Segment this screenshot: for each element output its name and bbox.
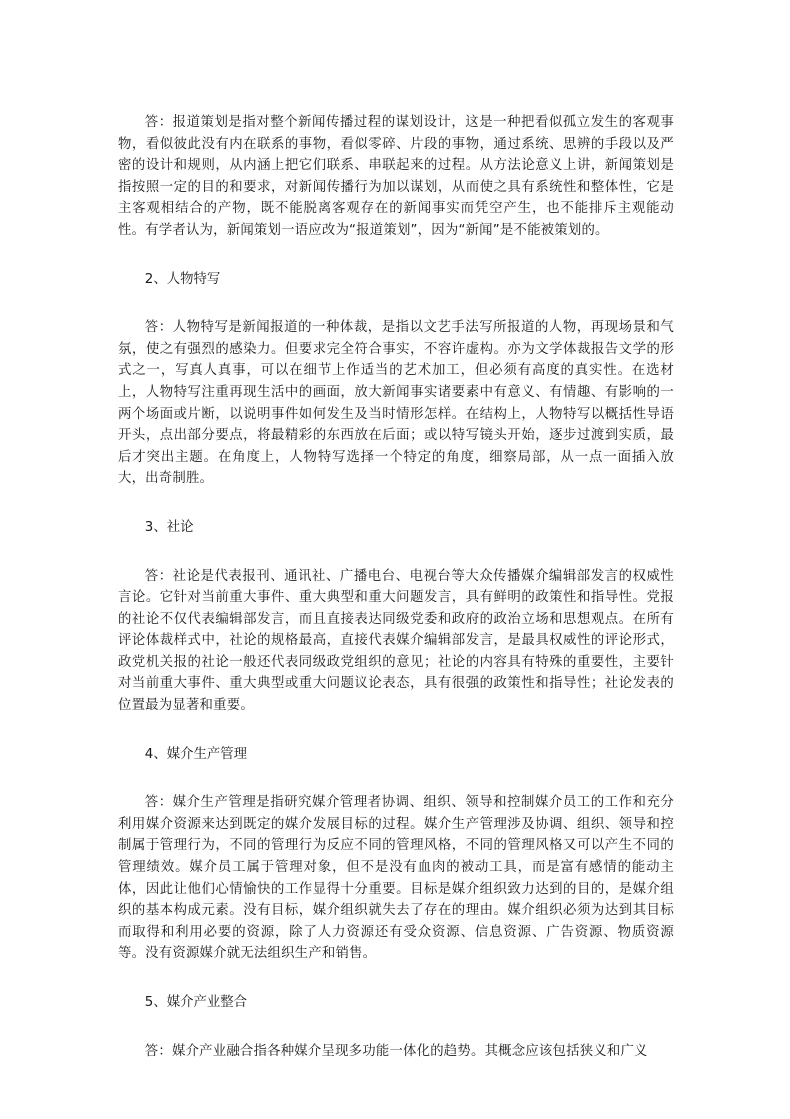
section-5-heading: 5、媒介产业整合 bbox=[144, 995, 248, 1010]
document-page bbox=[118, 112, 674, 1062]
section-3-heading: 3、社论 bbox=[144, 519, 194, 535]
section-3-body: 答：社论是代表报刊、通讯社、广播电台、电视台等大众传播媒介编辑部发言的权威性言论。它针对当前重大事件、重大典型和重大问题发言，具有鲜明的政策性和指导性。党报的社论不仅代表编辑部发言，而且直接表达同级党委和政府的政治立场和思想观点。在所有评论体裁样式中，社论的规格最高，直接代表媒介编辑部发言，是最具权威性的评论形式，政党机关报的社论一般还代表同级政党组织的意见；社论的内容具有特殊的重要性，主要针对当前重大事件、重大典型或重大问题议论表态，具有很强的政策性和指导性；社论发表的位置最为显著和重要。 bbox=[118, 568, 674, 714]
section-5-body: 答：媒介产业融合指各种媒介呈现多功能一体化的趋势。其概念应该包括狭义和广义 bbox=[144, 1043, 648, 1059]
section-2-body: 答：人物特写是新闻报道的一种体裁，是指以文艺手法写所报道的人物，再现场景和气氛，使之有强烈的感染力。但要求完全符合事实，不容许虚构。亦为文学体裁报告文学的形式之一，写真人真事，可以在细节上作适当的艺术加工，但必须有高度的真实性。在选材上，人物特写注重再现生活中的画面，放大新闻事实诸要素中有意义、有情趣、有影响的一两个场面或片断，以说明事件如何发生及当时情形怎样。在结构上，人物特写以概括性导语开头，点出部分要点，将最精彩的东西放在后面；或以特写镜头开始，逐步过渡到实质，最后才突出主题。在角度上，人物特写选择一个特定的角度，细察局部，从一点一面插入放大，出奇制胜。 bbox=[118, 320, 674, 487]
section-4-heading: 4、媒介生产管理 bbox=[144, 746, 248, 762]
section-4-body: 答：媒介生产管理是指研究媒介管理者协调、组织、领导和控制媒介员工的工作和充分利用媒介资源来达到既定的媒介发展目标的过程。媒介生产管理涉及协调、组织、领导和控制属于管理行为，不同的管理行为反应不同的管理风格，不同的管理风格又可以产生不同的管理绩效。媒介员工属于管理对象，但不是没有血肉的被动工具，而是富有感情的能动主体，因此让他们心情愉快的工作显得十分重要。目标是媒介组织致力达到的目的，是媒介组织的基本构成元素。没有目标，媒介组织就失去了存在的理由。媒介组织必须为达到其目标而取得和利用必要的资源，除了人力资源还有受众资源、信息资源、广告资源、物质资源等。没有资源媒介就无法组织生产和销售。 bbox=[118, 795, 674, 962]
section-1-body: 答：报道策划是指对整个新闻传播过程的谋划设计，这是一种把看似孤立发生的客观事物，看似彼此没有内在联系的事物，看似零碎、片段的事物，通过系统、思辨的手段以及严密的设计和规则，从内涵上把它们联系、串联起来的过程。从方法论意义上讲，新闻策划是指按照一定的目的和要求，对新闻传播行为加以谋划，从而使之具有系统性和整体性，它是主客观相结合的产物，既不能脱离客观存在的新闻事实而凭空产生，也不能排斥主观能动性。有学者认为，新闻策划一语应改为“报道策划”，因为“新闻”是不能被策划的。 bbox=[118, 115, 674, 238]
section-2-heading: 2、人物特写 bbox=[144, 271, 221, 287]
